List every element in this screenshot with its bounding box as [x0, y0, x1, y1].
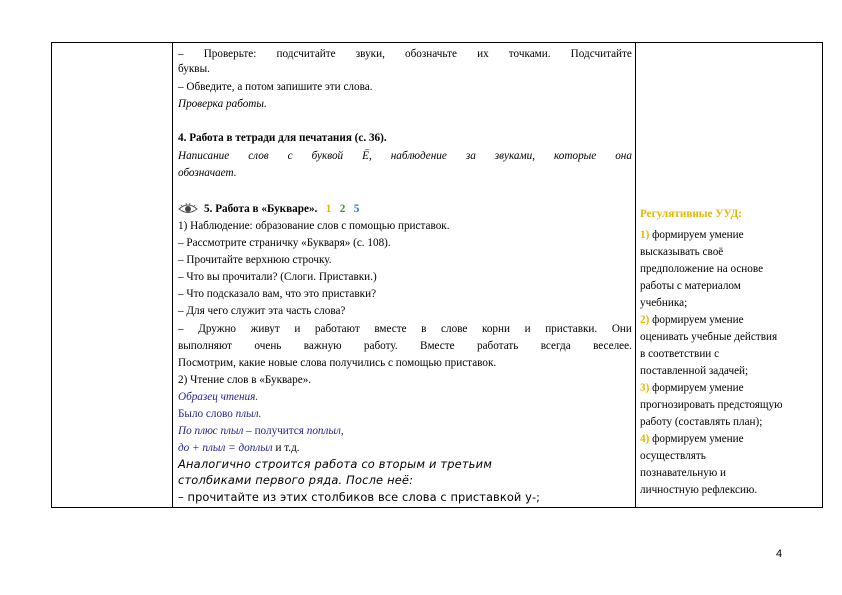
text-line-10: – Рассмотрите страничку «Букваря» (с. 108).: [178, 237, 391, 249]
column-divider-right: [635, 43, 636, 507]
level-1-marker: 1: [325, 203, 332, 215]
text-line-12: – Что вы прочитали? (Слоги. Приставки.): [178, 271, 377, 283]
level-2-marker: 2: [339, 203, 346, 215]
check-work-label: Проверка работы.: [178, 98, 267, 110]
uud-line-16: личностную рефлексию.: [640, 484, 758, 496]
section-4-heading: 4. Работа в тетради для печатания (с. 36).: [178, 132, 387, 144]
uud-title: Регулятивные УУД:: [640, 208, 743, 220]
uud-line-14: осуществлять: [640, 450, 706, 462]
uud-line-8: в соответствии с: [640, 348, 720, 360]
text-line-16: выполняют очень важную работу. Вместе работать всегда веселее.: [178, 340, 632, 352]
text-line-23: Аналогично строится работа со вторым и третьим: [178, 457, 492, 471]
uud-line-2: высказывать своё: [640, 246, 724, 258]
uud-line-1: 1) формируем умение: [640, 229, 744, 241]
text-line-13: – Что подсказало вам, что это приставки?: [178, 288, 377, 300]
uud-line-15: познавательную и: [640, 467, 727, 479]
text-line-11: – Прочитайте верхнюю строчку.: [178, 254, 332, 266]
uud-line-13: 4) формируем умение: [640, 433, 744, 445]
eye-icon: [178, 203, 198, 215]
uud-line-11: прогнозировать предстоящую: [640, 399, 783, 411]
level-3-marker: 5: [353, 203, 360, 215]
text-line-2: буквы.: [178, 63, 210, 75]
text-line-25: – прочитайте из этих столбиков все слова с приставкой у-;: [178, 490, 541, 504]
uud-line-5: учебника;: [640, 297, 688, 309]
lesson-table: [51, 42, 823, 508]
text-line-3: – Обведите, а потом запишите эти слова.: [178, 81, 373, 93]
text-line-17: Посмотрим, какие новые слова получились с помощью приставок.: [178, 357, 497, 369]
uud-line-10: 3) формируем умение: [640, 382, 744, 394]
section-4-description-line-2: обозначает.: [178, 167, 237, 179]
text-line-9: 1) Наблюдение: образование слов с помощью приставок.: [178, 220, 450, 232]
section-4-description-line-1: Написание слов с буквой Ё, наблюдение за звуками, которые она: [178, 150, 632, 162]
text-line-1: – Проверьте: подсчитайте звуки, обозначьте их точками. Подсчитайте: [178, 48, 632, 60]
uud-line-9: поставленной задачей;: [640, 365, 749, 377]
text-line-20: Было слово плыл.: [178, 408, 262, 420]
page-number: 4: [776, 548, 783, 560]
text-line-21: По плюс плыл – получится поплыл,: [178, 425, 344, 437]
text-line-15: – Дружно живут и работают вместе в слове корни и приставки. Они: [178, 323, 632, 335]
text-line-22: до + плыл = доплыл и т.д.: [178, 442, 300, 454]
reading-sample-label: Образец чтения.: [178, 391, 259, 403]
uud-line-7: оценивать учебные действия: [640, 331, 778, 343]
text-line-24: столбиками первого ряда. После неё:: [178, 473, 414, 487]
column-divider-left: [172, 43, 173, 507]
section-5-heading: 5. Работа в «Букваре». 1 2 5: [178, 203, 359, 216]
uud-line-3: предположение на основе: [640, 263, 764, 275]
text-line-14: – Для чего служит эта часть слова?: [178, 305, 346, 317]
text-line-18: 2) Чтение слов в «Букваре».: [178, 374, 312, 386]
uud-line-4: работы с материалом: [640, 280, 741, 292]
uud-line-12: работу (составлять план);: [640, 416, 763, 428]
uud-line-6: 2) формируем умение: [640, 314, 744, 326]
